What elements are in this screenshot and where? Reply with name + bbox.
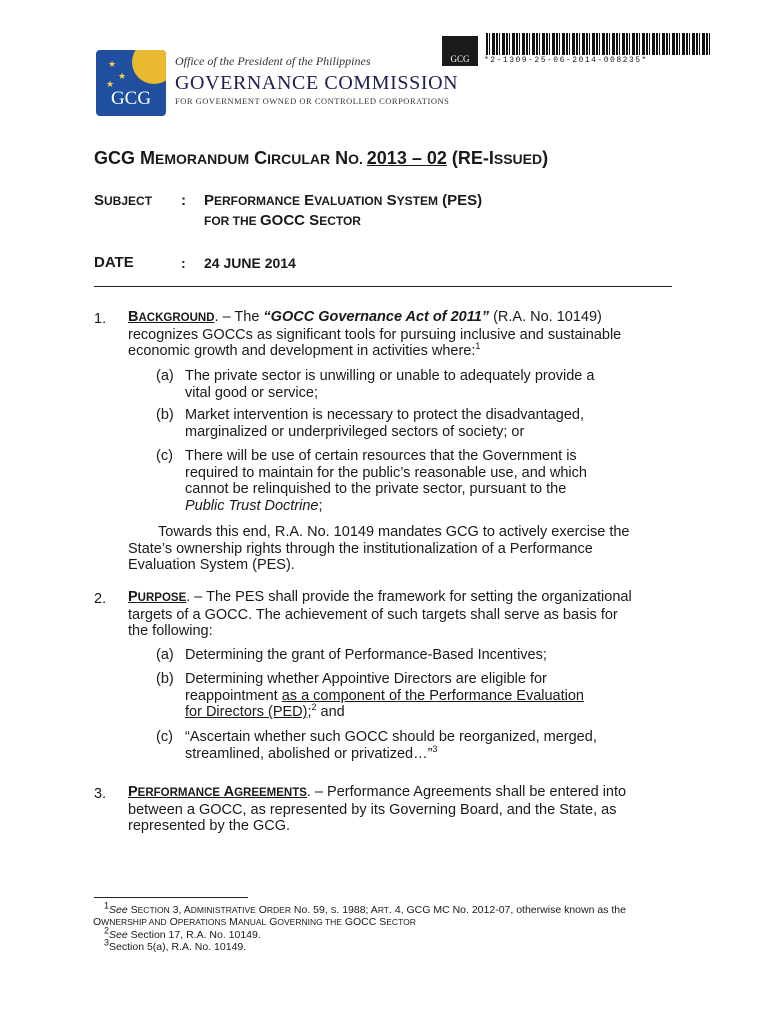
circular-number: 2013 – 02: [366, 148, 447, 168]
star-icon: ★: [118, 71, 127, 81]
date-colon: :: [181, 255, 186, 271]
star-icon: ★: [106, 79, 115, 89]
date-label: DATE: [94, 254, 134, 271]
list-item-label: (a): [156, 368, 174, 384]
footnote-1-cont: OWNERSHIP AND OPERATIONS MANUAL GOVERNING THE GOCC SECTOR: [93, 916, 416, 929]
list-item: Determining whether Appointive Directors are eligible for reappointment as a component of the Performance Evaluation for Directors (PED);$^2$ and: [185, 671, 584, 721]
section-heading: PURPOSE: [128, 589, 187, 605]
section-number: 3.: [94, 786, 107, 802]
gcg-logo: [96, 50, 166, 116]
subject-colon: :: [181, 192, 186, 209]
section-performance-agreements: PERFORMANCE AGREEMENTS. – Performance Agreements shall be entered into between a GOCC, as represented by its Governing Board, and the State, as represented by the GCG.: [128, 784, 627, 835]
section-1-line: recognizes GOCCs as significant tools for pursuing inclusive and sustainable: [128, 326, 622, 343]
barcode-number: *2-1309-25-06-2014-008235*: [484, 56, 648, 65]
office-of-president: Office of the President of the Philippines: [175, 54, 371, 68]
footnote-3: $^3$Section 5(a), R.A. No. 10149.: [104, 937, 247, 954]
sun-emblem: [132, 50, 166, 84]
list-item: Determining the grant of Performance-Based Incentives;: [185, 647, 547, 663]
subject-label: SUBJECT: [94, 192, 153, 209]
section-number: 2.: [94, 591, 107, 607]
list-item: Market intervention is necessary to protect the disadvantaged, marginalized or underprivileged sectors of society; or: [185, 407, 584, 440]
section-background: [128, 309, 678, 360]
subject-line-2: FOR THE GOCC SECTOR: [204, 212, 361, 229]
list-item: There will be use of certain resources that the Government is required to maintain for the public’s reasonable use, and which cannot be relinquished to the private sector, pursuant to the Public Trust Doctrine;: [185, 448, 587, 514]
commission-subtitle: FOR GOVERNMENT OWNED OR CONTROLLED CORPORATIONS: [175, 96, 450, 106]
footnote-2: $^2$See Section 17, R.A. No. 10149.: [104, 925, 261, 941]
header-divider: [94, 286, 672, 287]
commission-name: GOVERNANCE COMMISSION: [175, 72, 459, 94]
section-1-line: BACKGROUND. – The “GOCC Governance Act of 2011” (R.A. No. 10149): [128, 309, 602, 325]
logo-text: GCG: [110, 88, 152, 109]
section-number: 1.: [94, 311, 107, 327]
received-stamp: [442, 36, 478, 66]
footnote-1: $^1$See SECTION 3, ADMINISTRATIVE ORDER No. 59, S. 1988; ART. 4, GCG MC No. 2012-07, otherwise known as the: [104, 900, 626, 916]
date-value: 24 JUNE 2014: [204, 255, 296, 271]
memo-title: GCG MEMORANDUM CIRCULAR NO. 2013 – 02 (RE-ISSUED): [94, 148, 549, 168]
section-purpose: PURPOSE. – The PES shall provide the framework for setting the organizational targets of a GOCC. The achievement of such targets shall serve as basis for the following:: [128, 589, 632, 640]
footnote-divider: [94, 897, 248, 898]
list-item: The private sector is unwilling or unable to adequately provide a vital good or service;: [185, 368, 595, 401]
list-item-label: (a): [156, 647, 174, 663]
stamp-text: GCG: [450, 54, 470, 64]
list-item-label: (c): [156, 729, 173, 745]
star-icon: ★: [108, 59, 117, 69]
subject-line-1: PERFORMANCE EVALUATION SYSTEM (PES): [204, 192, 483, 209]
barcode: [486, 33, 710, 55]
section-1-line: economic growth and development in activities where:$^1$: [128, 341, 481, 360]
list-item-label: (b): [156, 671, 174, 687]
list-item: “Ascertain whether such GOCC should be reorganized, merged, streamlined, abolished or privatized…”$^3$: [185, 729, 597, 762]
section-heading: PERFORMANCE AGREEMENTS: [128, 784, 307, 800]
section-heading: BACKGROUND: [128, 309, 215, 325]
list-item-label: (c): [156, 448, 173, 464]
section-1-paragraph: Towards this end, R.A. No. 10149 mandates GCG to actively exercise the State’s ownership rights through the institutionalization of a Performance Evaluation System (PES).: [128, 524, 630, 574]
list-item-label: (b): [156, 407, 174, 423]
footnotes: [93, 900, 694, 954]
